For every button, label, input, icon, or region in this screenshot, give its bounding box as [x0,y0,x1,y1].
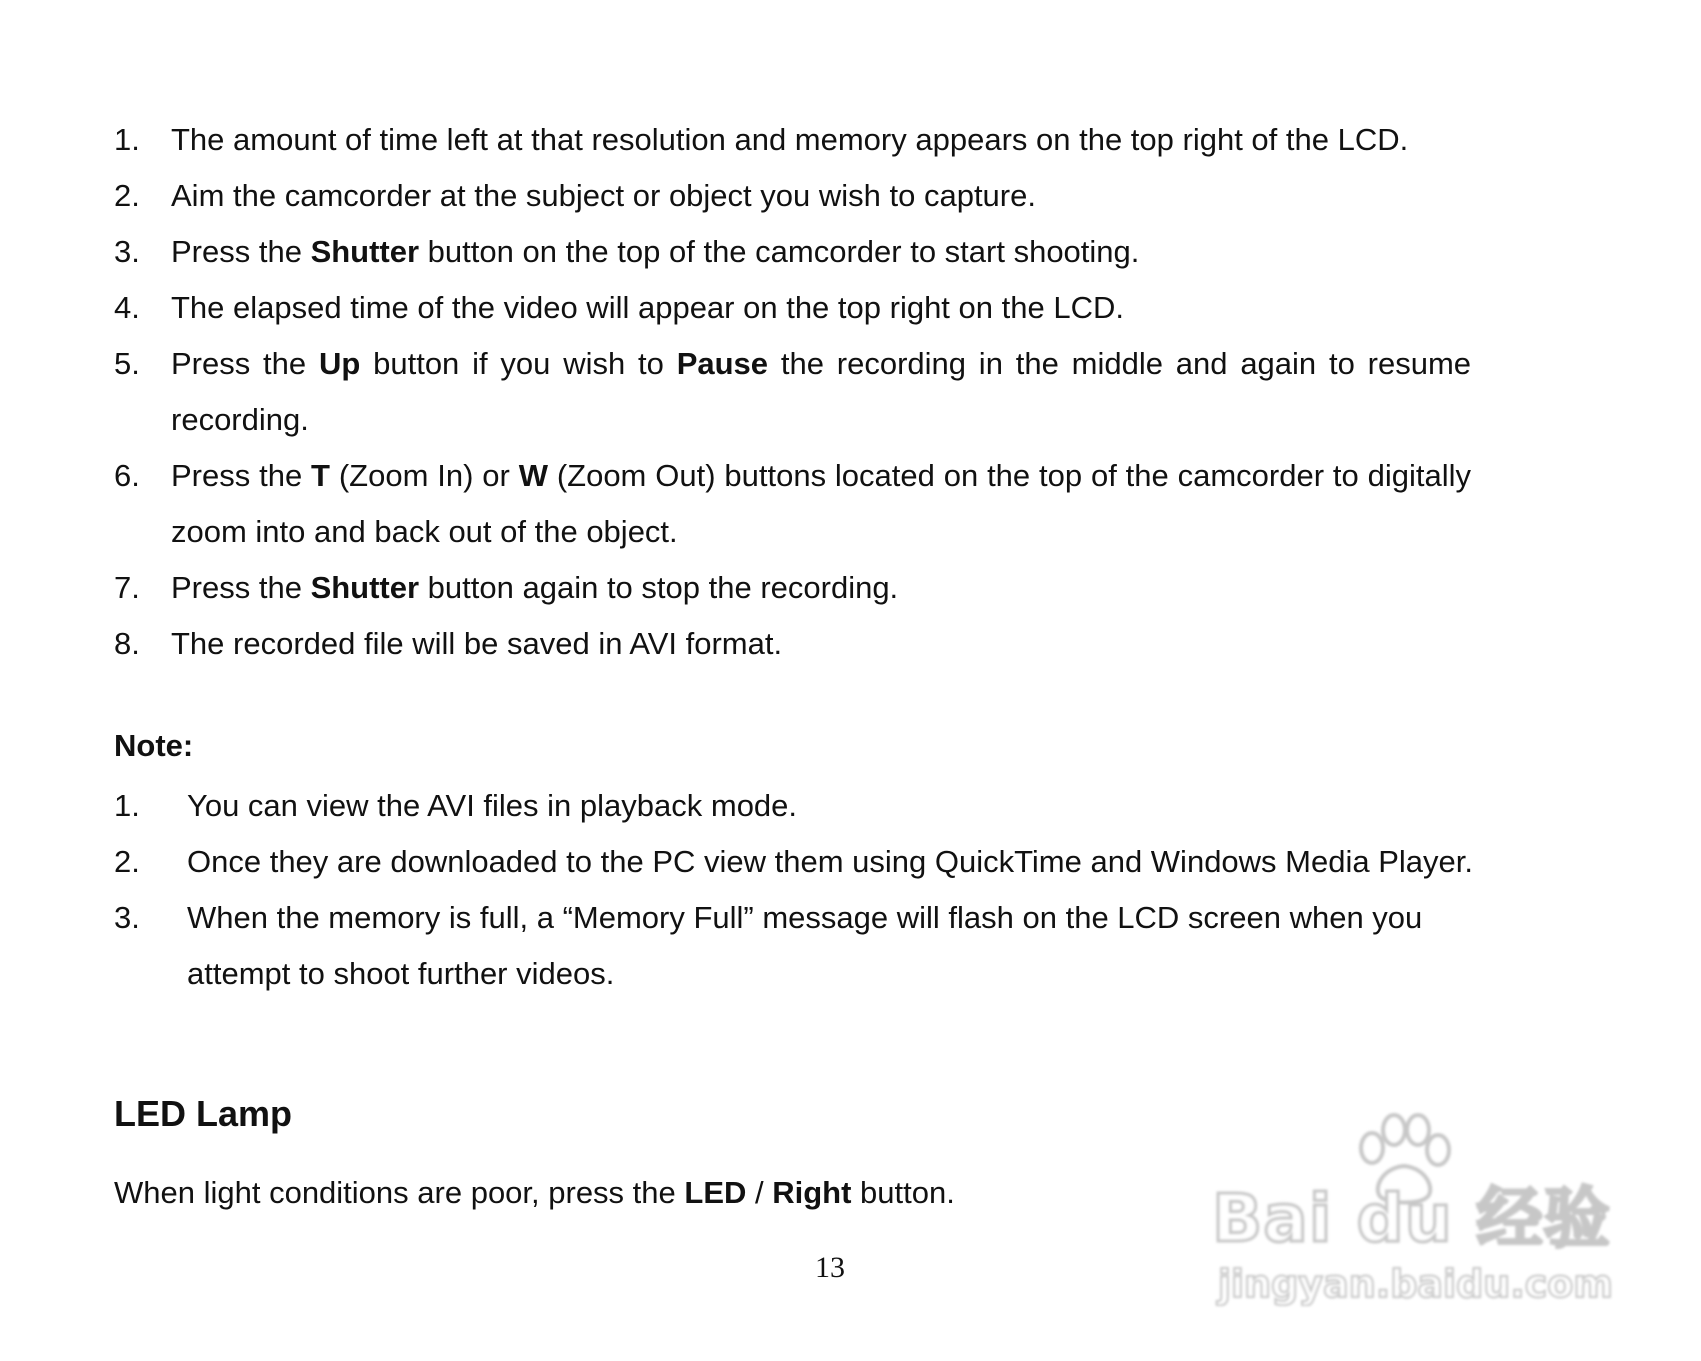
text-run: button. [851,1175,955,1210]
step-text [171,448,1471,560]
note-text: When the memory is full, a “Memory Full” message will flash on the LCD screen when you attempt to shoot further videos. [187,900,1423,991]
watermark-url: jingyan.baidu.com [1218,1262,1613,1306]
step-text [171,224,1471,280]
step-text [171,560,1471,616]
step-item [114,224,1514,280]
step-number: 8. [114,626,140,661]
step-number: 3. [114,234,140,269]
procedure-steps [114,112,1514,672]
text-run: (Zoom In) or [329,458,519,493]
watermark-brand: Bai du 经验 [1212,1180,1611,1257]
step-item [114,280,1514,336]
section-heading-led-lamp: LED Lamp [114,1092,293,1134]
note-number: 1. [114,788,140,823]
text-run: Press the [171,234,311,269]
text-run: Press the [171,458,312,493]
bold-term: Shutter [310,570,420,605]
bold-term: LED [684,1175,747,1210]
baidu-jingyan-watermark [1212,1112,1632,1317]
text-run: (Zoom Out) buttons located on the top of the camcorder to digitally zoom into and back out of the object. [171,458,1471,549]
step-text: The recorded file will be saved in AVI format. [171,626,783,661]
step-item [114,560,1514,616]
step-item [114,448,1514,560]
bold-term: Shutter [310,234,420,269]
step-text: The amount of time left at that resolution and memory appears on the top right of the LCD. [171,122,1409,157]
note-number: 2. [114,844,140,879]
page-number: 13 [815,1251,845,1284]
note-number: 3. [114,900,140,935]
bold-term: W [518,458,548,493]
note-list [114,778,1514,1002]
note-item [114,890,1514,1002]
text-run: When light conditions are poor, press the [114,1175,685,1210]
note-item [114,834,1514,890]
step-text: The elapsed time of the video will appear on the top right on the LCD. [171,290,1124,325]
text-run: button if you wish to [360,346,677,381]
text-run: Press the [171,570,311,605]
note-item [114,778,1514,834]
text-run: button again to stop the recording. [419,570,899,605]
step-number: 6. [114,458,140,493]
step-text: Aim the camcorder at the subject or object you wish to capture. [171,178,1036,213]
step-number: 4. [114,290,140,325]
step-item [114,112,1514,168]
step-number: 2. [114,178,140,213]
step-number: 5. [114,346,140,381]
step-item [114,336,1514,448]
step-item [114,168,1514,224]
bold-term: T [311,458,330,493]
bold-term: Pause [676,346,769,381]
bold-term: Up [318,346,361,381]
step-number: 1. [114,122,140,157]
note-heading: Note: [114,728,194,763]
step-number: 7. [114,570,140,605]
text-run: / [746,1175,773,1210]
step-text [171,336,1471,448]
step-item [114,616,1514,672]
note-text: You can view the AVI files in playback mode. [187,788,798,823]
text-run: the recording in the middle and again to resume recording. [171,346,1472,437]
bold-term: Right [772,1175,852,1210]
text-run: button on the top of the camcorder to start shooting. [419,234,1140,269]
note-text: Once they are downloaded to the PC view them using QuickTime and Windows Media Player. [187,844,1473,879]
led-lamp-instruction [114,1171,955,1215]
text-run: Press the [171,346,319,381]
